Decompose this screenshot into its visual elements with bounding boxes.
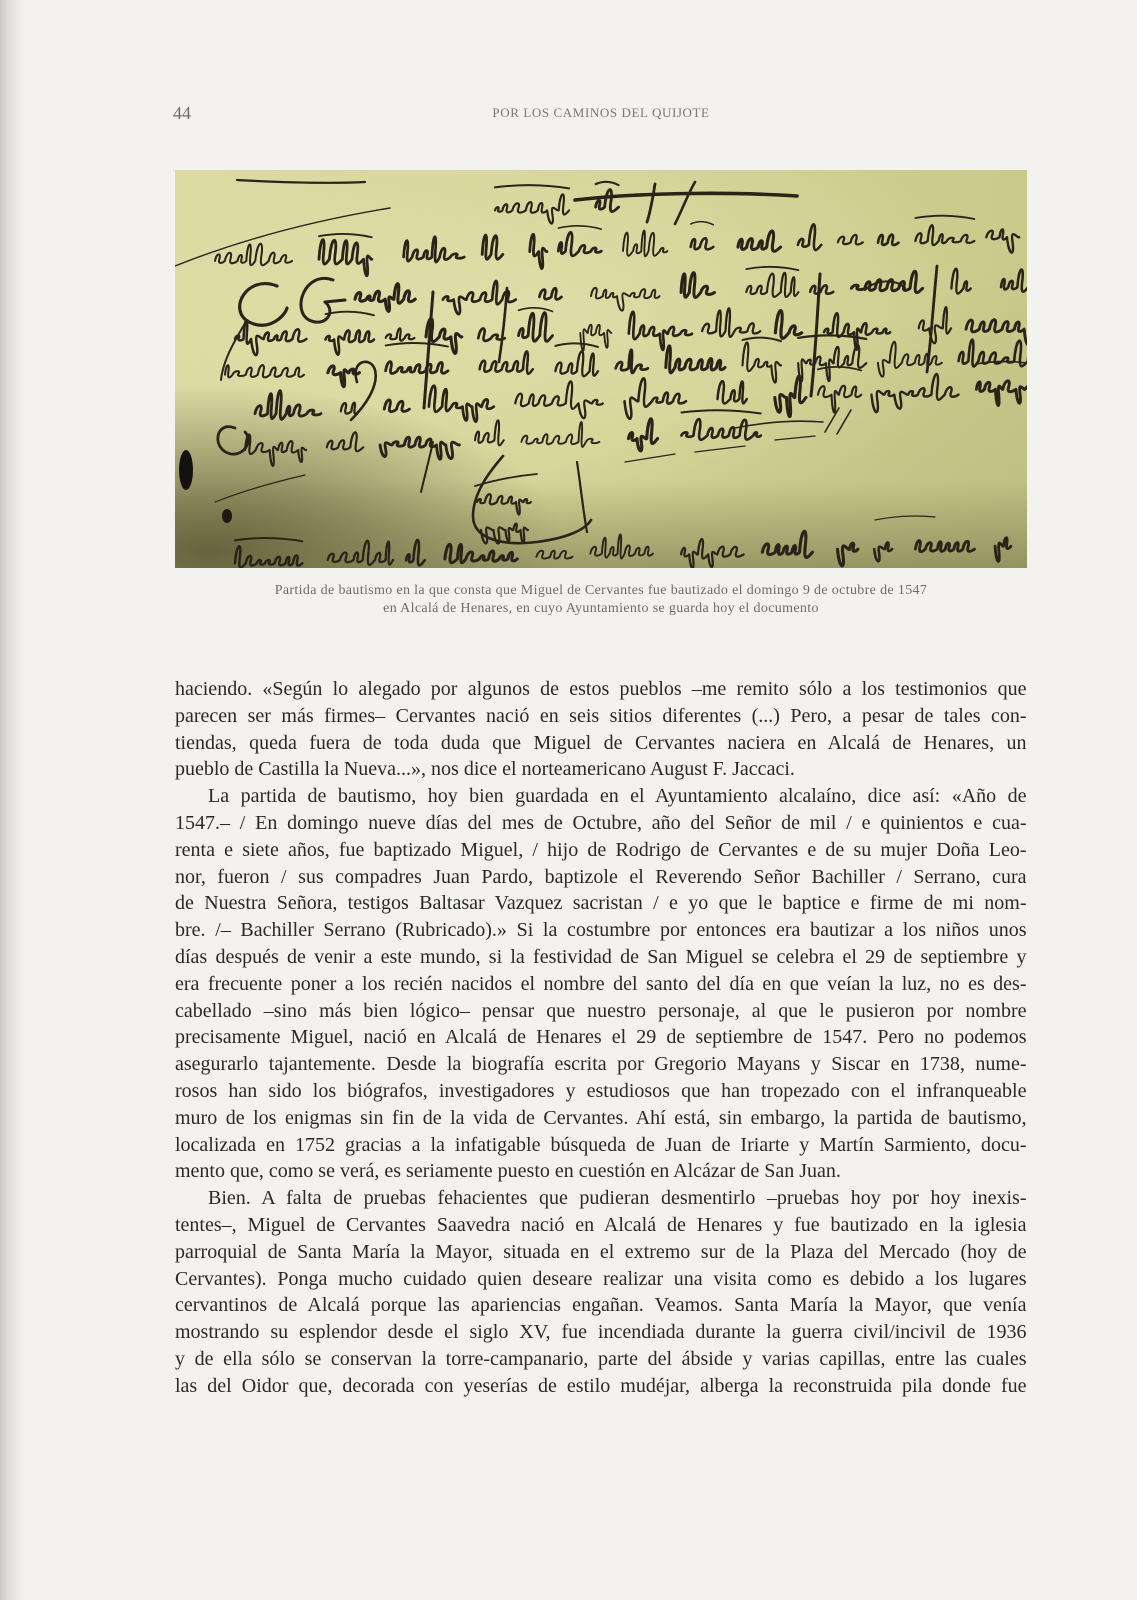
text-line: renta e siete años, fue baptizado Miguel, / hijo de Rodrigo de Cervantes e de su mujer Doña Leo- bbox=[175, 838, 1027, 861]
text-line: haciendo. «Según lo alegado por algunos de estos pueblos –me remito sólo a los testimonios que bbox=[175, 678, 1027, 700]
text-line: La partida de bautismo, hoy bien guardada en el Ayuntamiento alcalaíno, dice así: «Año de bbox=[208, 785, 1027, 808]
page-binding-shadow bbox=[0, 0, 26, 1600]
text-line: 1547.– / En domingo nueve días del mes de Octubre, año del Señor de mil / e quinientos e cua- bbox=[175, 811, 1027, 834]
text-line: de Nuestra Señora, testigos Baltasar Vazquez sacristan / e yo que le baptice e firme de mi nom- bbox=[175, 892, 1027, 915]
baptism-record-image bbox=[175, 170, 1027, 568]
text-line: cabellado –sino más bien lógico– pensar que nuestro personaje, al que le pusieron por nombre bbox=[175, 999, 1027, 1022]
text-line: las del Oidor que, decorada con yeserías de estilo mudéjar, alberga la reconstruida pila donde fue bbox=[175, 1374, 1027, 1397]
running-title: POR LOS CAMINOS DEL QUIJOTE bbox=[492, 105, 710, 120]
text-line: Bien. A falta de pruebas fehacientes que pudieran desmentirlo –pruebas hoy por hoy inexis- bbox=[208, 1187, 1027, 1210]
caption-line: en Alcalá de Henares, en cuyo Ayuntamiento se guarda hoy el documento bbox=[383, 601, 819, 616]
ink-blot bbox=[179, 450, 193, 490]
text-line: parroquial de Santa María la Mayor, situada en el extremo sur de la Plaza del Mercado (hoy de bbox=[175, 1240, 1027, 1263]
text-line: precisamente Miguel, nació en Alcalá de Henares el 29 de septiembre de 1547. Pero no podemos bbox=[175, 1026, 1027, 1049]
figure-caption bbox=[175, 582, 1027, 618]
text-line: y de ella sólo se conservan la torre-campanario, parte del ábside y varias capillas, entre las cuales bbox=[175, 1347, 1027, 1370]
text-line: nor, fueron / sus compadres Juan Pardo, baptizole el Reverendo Señor Bachiller / Serrano, cura bbox=[175, 865, 1027, 888]
text-line: asegurarlo tajantemente. Desde la biografía escrita por Gregorio Mayans y Siscar en 1738, nume- bbox=[175, 1053, 1027, 1076]
text-line: Cervantes). Ponga mucho cuidado quien deseare realizar una visita como es debido a los lugares bbox=[175, 1267, 1027, 1290]
page-number: 44 bbox=[173, 103, 191, 123]
text-line: mento que, como se verá, es seriamente puesto en cuestión en Alcázar de San Juan. bbox=[175, 1160, 841, 1183]
text-line: mostrando su esplendor desde el siglo XV, fue incendiada durante la guerra civil/incivil de 1936 bbox=[175, 1321, 1027, 1344]
text-line: parecen ser más firmes– Cervantes nació en seis sitios diferentes (...) Pero, a pesar de tales con- bbox=[175, 704, 1027, 727]
body-text bbox=[175, 676, 1027, 1400]
text-line: tiendas, queda fuera de toda duda que Miguel de Cervantes naciera en Alcalá de Henares, un bbox=[175, 731, 1027, 754]
caption-line: Partida de bautismo en la que consta que Miguel de Cervantes fue bautizado el domingo 9 de octubre de 1547 bbox=[274, 583, 928, 598]
text-line: bre. /– Bachiller Serrano (Rubricado).» Si la costumbre por entonces era bautizar a los niños unos bbox=[175, 919, 1027, 942]
text-line: localizada en 1752 gracias a la infatigable búsqueda de Juan de Iriarte y Martín Sarmiento, docu- bbox=[175, 1133, 1027, 1156]
text-line: cervantinos de Alcalá porque las apariencias engañan. Veamos. Santa María la Mayor, que venía bbox=[175, 1294, 1027, 1317]
text-line: muro de los enigmas sin fin de la vida de Cervantes. Ahí está, sin embargo, la partida de bautismo, bbox=[175, 1106, 1027, 1129]
text-line: días después de venir a este mundo, si la festividad de San Miguel se celebra el 29 de septiembre y bbox=[175, 945, 1027, 968]
text-line: pueblo de Castilla la Nueva...», nos dice el norteamericano August F. Jaccaci. bbox=[175, 758, 795, 781]
ink-blot bbox=[222, 509, 232, 523]
text-line: tentes–, Miguel de Cervantes Saavedra nació en Alcalá de Henares y fue bautizado en la iglesia bbox=[175, 1213, 1027, 1236]
manuscript-figure bbox=[175, 170, 1027, 568]
text-line: era frecuente poner a los recién nacidos el nombre del santo del día en que veían la luz, no es des- bbox=[175, 972, 1027, 995]
text-line: rosos han sido los biógrafos, investigadores y estudiosos que han tropezado con el infranqueable bbox=[175, 1079, 1027, 1102]
